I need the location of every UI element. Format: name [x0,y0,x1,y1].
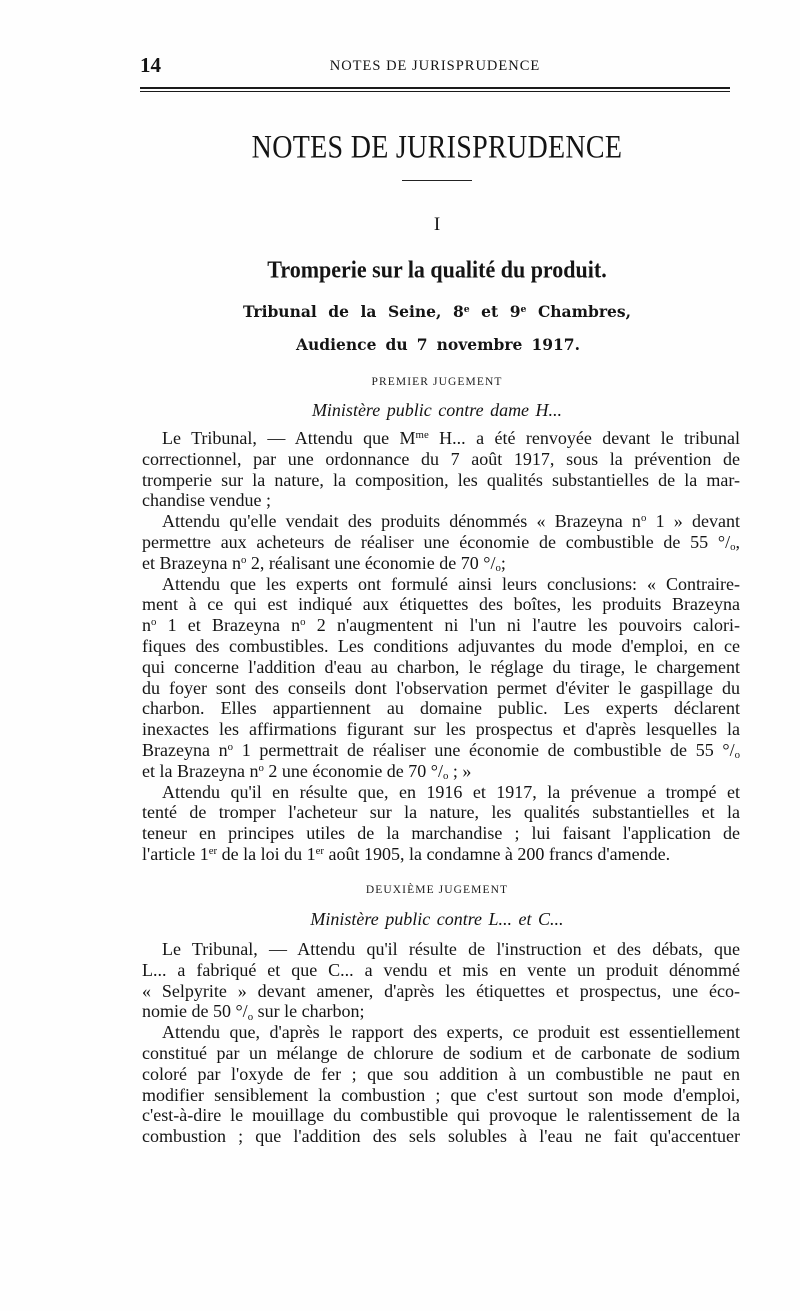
superscript: o [258,761,264,774]
running-header-title: NOTES DE JURISPRUDENCE [329,58,541,74]
superscript: er [208,845,218,857]
court-line [243,301,631,323]
text-line [142,981,740,1002]
paragraph [142,1022,740,1147]
text-line [142,470,740,491]
text-run: Chambres, [526,302,631,321]
text-run: 1 et Brazeyna n [156,615,301,636]
subscript: o [730,541,736,553]
title-divider [402,180,472,181]
text-line [142,511,740,532]
text-run: Le Tribunal, — Attendu qu'il résulte de l'instruction et des débats, que [162,939,740,959]
superscript: o [240,553,247,566]
text-run: Tribunal de la Seine, 8 [243,302,464,321]
text-line [142,939,740,960]
text-line [142,823,740,844]
text-line [142,574,740,595]
text-run: « Selpyrite » devant amener, d'après les étiquettes et prospectus, une éco- [142,980,740,1001]
text-line [142,532,740,553]
judgment-parties: Ministère public contre dame H... [311,400,563,420]
text-run: ; [500,552,506,573]
text-run: sur le charbon; [253,1001,365,1022]
superscript: me [415,429,429,442]
judgment-label: DEUXIÈME JUGEMENT [365,884,509,896]
text-line [142,553,740,574]
text-run: ; » [448,760,472,781]
text-run: tenté de tromper l'acheteur sur la nature, les qualités substantielles et la [142,802,740,823]
text-run: inexactes les affirmations figurant sur les prospectus et d'après lesquelles la [142,719,740,740]
text-run: n [142,615,151,636]
text-run: et 9 [469,302,521,321]
text-run: de la loi du 1 [217,843,316,864]
case-heading: Tromperie sur la qualité du produit. [267,255,607,283]
judgment-parties: Ministère public contre L... et C... [310,909,564,929]
text-run: modifier sensiblement la combustion ; que c'est surtout son mode d'emploi, [142,1084,740,1105]
text-line [142,1022,740,1043]
superscript: o [640,512,647,525]
text-run: teneur en principes utiles de la marchandise ; lui faisant l'application de [142,823,740,844]
text-run: qui concerne l'addition d'eau au charbon, le réglage du tirage, le chargement [142,656,740,677]
text-line [142,719,740,740]
text-line [142,1105,740,1126]
text-run: Le Tribunal, — Attendu que M [162,428,416,448]
text-line [142,428,740,449]
hearing-date: Audience du 7 novembre 1917. [296,335,580,354]
text-run: du foyer sont des conseils dont l'observation permet d'éviter le gaspillage du [142,677,740,698]
text-run: nomie de 50 °/ [142,1001,248,1022]
text-run: l'article 1 [142,843,209,864]
subscript: o [443,769,449,782]
section-number: I [433,214,441,235]
text-run: 2 n'augmentent ni l'un ni l'autre les pouvoirs calori- [305,615,740,636]
text-run: Brazeyna n [142,739,228,760]
text-line [142,636,740,657]
text-run: charbon. Elles appartiennent au domaine public. Les experts déclarent [142,698,740,719]
superscript: er [315,845,324,857]
text-line [142,1043,740,1064]
paragraph [142,428,740,511]
text-line [142,782,740,803]
text-run: 1 permettrait de réaliser une économie de combustible de 55 °/ [233,739,735,760]
header-rule [140,87,730,92]
text-line [142,960,740,981]
subscript: o [495,561,501,574]
subscript: o [734,749,740,761]
subscript: o [247,1010,254,1023]
text-run: 2 une économie de 70 °/ [263,760,443,781]
text-line [142,449,740,470]
text-line [142,615,740,636]
superscript: o [300,616,306,629]
superscript: o [151,616,157,629]
text-line [142,594,740,615]
text-run: combustion ; que l'addition des sels solubles à l'eau ne fait qu'accentuer [142,1126,740,1147]
judgment-body [142,428,740,865]
text-line [142,1064,740,1085]
text-run: Attendu qu'il en résulte que, en 1916 et 1917, la prévenue a trompé et [162,781,740,802]
text-run: Attendu qu'elle vendait des produits dénommés « Brazeyna n [162,511,641,532]
text-line [142,761,740,782]
text-run: Attendu que les experts ont formulé ainsi leurs conclusions: « Contraire- [162,573,740,594]
text-line [142,802,740,823]
text-line [142,490,740,511]
text-run: ment à ce qui est indiqué aux étiquettes des boîtes, les produits Brazeyna [142,594,740,615]
judgment-body [142,939,740,1147]
text-run: 2, réalisant une économie de 70 °/ [246,552,496,573]
text-run: chandise vendue ; [142,490,271,511]
text-line [142,1085,740,1106]
superscript: e [520,303,527,315]
text-run: permettre aux acheteurs de réaliser une économie de combustible de 55 °/ [142,531,731,552]
text-run: 1 » devant [646,511,740,532]
paragraph [142,574,740,782]
judgment-label: PREMIER JUGEMENT [371,376,503,388]
text-line [142,678,740,699]
superscript: o [227,741,234,754]
text-line [142,698,740,719]
text-line [142,844,740,865]
text-run: coloré par l'oxyde de fer ; que sou addition à un combustible ne paut en [142,1063,740,1084]
text-line [142,1126,740,1147]
paragraph [142,939,740,1022]
text-run: H... a été renvoyée devant le tribunal [428,428,740,448]
text-run: fiques des combustibles. Les conditions adjuvantes du mode d'emploi, en ce [142,635,740,656]
text-line [142,740,740,761]
text-line [142,1001,740,1022]
text-run: c'est-à-dire le mouillage du combustible qui provoque le ralentissement de la [142,1105,740,1126]
text-run: tromperie sur la nature, la composition, les qualités substantielles de la mar- [142,469,740,490]
text-run: et Brazeyna n [142,552,241,573]
text-run: Attendu que, d'après le rapport des experts, ce produit est essentiellement [162,1022,740,1043]
paragraph [142,511,740,573]
superscript: e [463,303,470,315]
text-run: et la Brazeyna n [142,760,259,781]
text-run: , [735,531,740,552]
page-number: 14 [140,53,161,77]
text-run: L... a fabriqué et que C... a vendu et mis en vente un produit dénommé [142,959,740,980]
text-run: août 1905, la condamne à 200 francs d'amende. [323,843,671,864]
text-run: correctionnel, par une ordonnance du 7 août 1917, sous la prévention de [142,448,740,469]
page-title: NOTES DE JURISPRUDENCE [251,129,623,166]
text-line [142,657,740,678]
paragraph [142,782,740,865]
text-run: constitué par un mélange de chlorure de sodium et de carbonate de sodium [142,1042,740,1063]
